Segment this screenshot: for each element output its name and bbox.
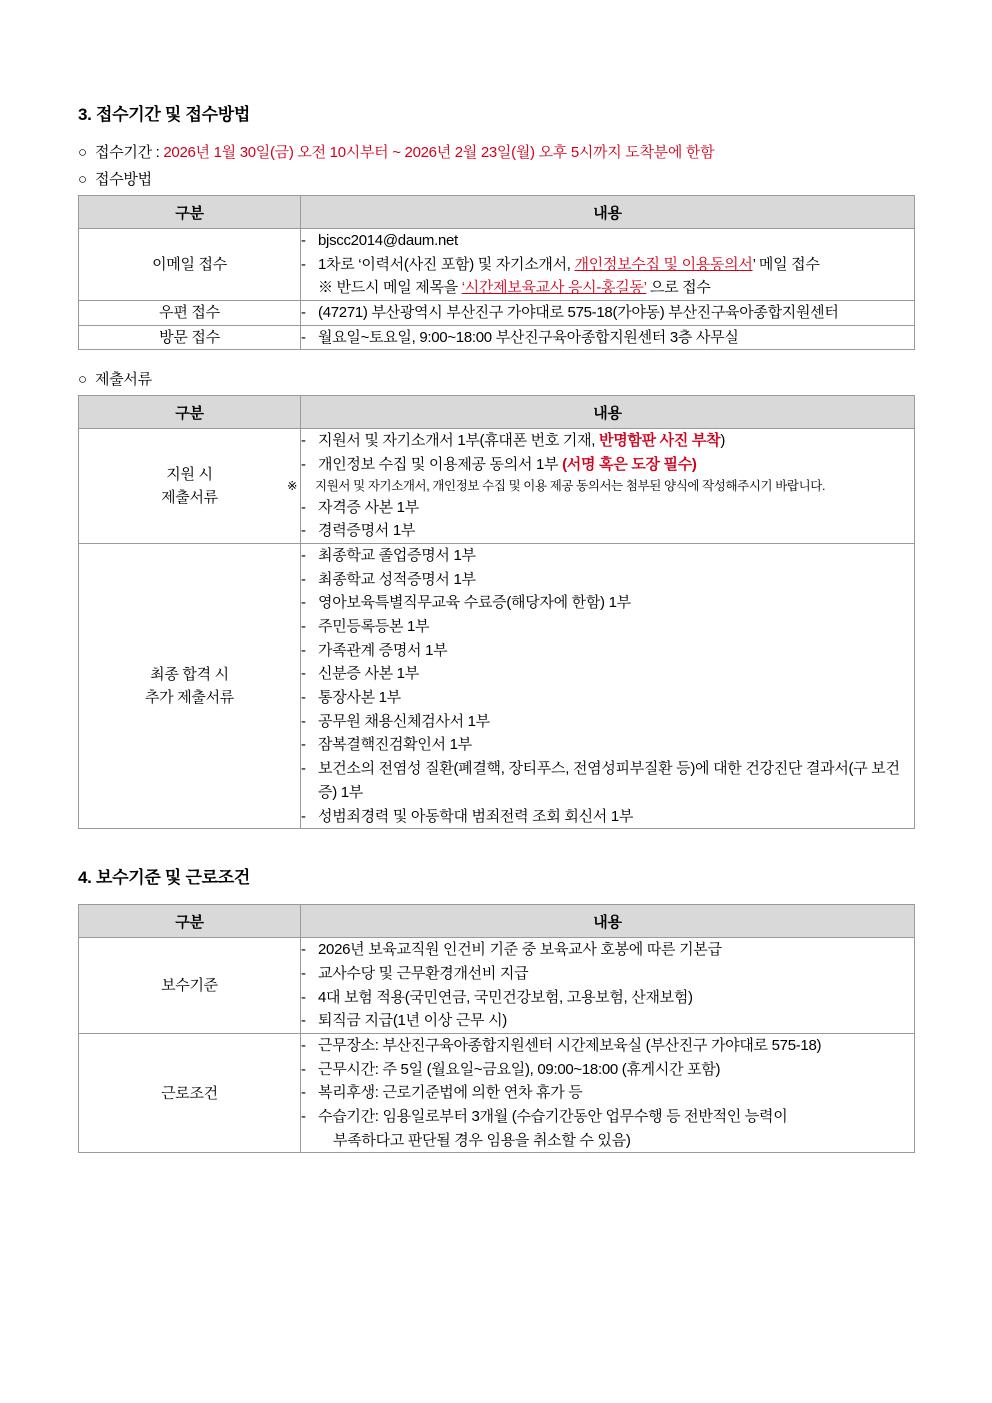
circle-bullet-icon: ○ (78, 171, 87, 188)
reception-period-line (78, 141, 914, 162)
col-header-category: 구분 (79, 905, 301, 938)
list-item: - 월요일~토요일, 9:00~18:00 부산진구육아종합지원센터 3층 사무실 (301, 328, 739, 346)
table-header-row (79, 905, 915, 938)
row-content-pay (301, 938, 915, 1034)
list-item: - 근무시간: 주 5일 (월요일~금요일), 09:00~18:00 (휴게시간 포함) (301, 1060, 721, 1078)
reception-method-line (78, 168, 914, 189)
row-content-apply-docs (287, 429, 915, 544)
list-item-continuation: 부족하다고 판단될 경우 임용을 취소할 수 있음) (333, 1131, 631, 1149)
table-header-row (79, 396, 915, 429)
list-item: - bjscc2014@daum.net (301, 232, 458, 249)
documents-label: 제출서류 (95, 371, 152, 389)
documents-table (78, 395, 915, 829)
row-label-pay: 보수기준 (79, 938, 301, 1034)
table-row (79, 938, 915, 1034)
list-item: - 잠복결핵진검확인서 1부 (301, 736, 472, 754)
section4-heading: 4. 보수기준 및 근로조건 (78, 868, 250, 888)
row-label-final-docs: 최종 합격 시 추가 제출서류 (79, 543, 301, 828)
list-item-note: ※ 지원서 및 자기소개서, 개인정보 수집 및 이용 제공 동의서는 첨부된 양식에 작성해주시기 바랍니다. (287, 478, 826, 493)
list-item: - 가족관계 증명서 1부 (301, 641, 448, 659)
list-item: - 보건소의 전염성 질환(폐결핵, 장티푸스, 전염성피부질환 등)에 대한 건강진단 결과서(구 보건증) 1부 (301, 760, 900, 801)
circle-bullet-icon: ○ (78, 144, 87, 161)
list-item: - 신분증 사본 1부 (301, 665, 419, 683)
list-item: - 개인정보 수집 및 이용제공 동의서 1부 (서명 혹은 도장 필수) (301, 456, 697, 474)
compensation-table (78, 904, 915, 1153)
list-item: - 2026년 보육교직원 인건비 기준 중 보육교사 호봉에 따른 기본급 (301, 941, 722, 959)
list-item: - 퇴직금 지급(1년 이상 근무 시) (301, 1012, 507, 1030)
list-item: - 최종학교 성적증명서 1부 (301, 570, 476, 588)
list-item: - 자격증 사본 1부 (301, 498, 419, 516)
row-label-email: 이메일 접수 (79, 229, 301, 301)
list-item: - 지원서 및 자기소개서 1부(휴대폰 번호 기재, 반명함판 사진 부착) (301, 432, 726, 450)
list-item: - 성범죄경력 및 아동학대 범죄전력 조회 회신서 1부 (301, 807, 634, 825)
row-content-final-docs (301, 543, 915, 828)
reception-method-label: 접수방법 (95, 171, 152, 188)
row-content-email (301, 229, 915, 301)
list-item: - 영아보육특별직무교육 수료증(해당자에 한함) 1부 (301, 594, 631, 612)
table-row (79, 325, 915, 350)
table-header-row (79, 196, 915, 229)
row-content-conditions (301, 1033, 915, 1152)
reception-period-value: 2026년 1월 30일(금) 오전 10시부터 ~ 2026년 2월 23일(월) 오후 5시까지 도착분에 한함 (163, 144, 715, 161)
list-item: - 4대 보험 적용(국민연금, 국민건강보험, 고용보험, 산재보험) (301, 988, 693, 1006)
circle-bullet-icon: ○ (78, 371, 87, 389)
col-header-category: 구분 (79, 196, 301, 229)
list-item: - 주민등록등본 1부 (301, 618, 430, 635)
list-item: - 최종학교 졸업증명서 1부 (301, 546, 476, 564)
list-item: - (47271) 부산광역시 부산진구 가야대로 575-18(가야동) 부산진구육아종합지원센터 (301, 304, 839, 322)
col-header-content: 내용 (301, 196, 915, 229)
table-row (79, 301, 915, 326)
list-item: - 복리후생: 근로기준법에 의한 연차 휴가 등 (301, 1084, 583, 1102)
list-item: - 경력증명서 1부 (301, 522, 416, 540)
list-item: - 통장사본 1부 (301, 689, 401, 707)
row-content-visit (301, 325, 915, 350)
list-item: - 수습기간: 임용일로부터 3개월 (수습기간동안 업무수행 등 전반적인 능력이 (301, 1108, 788, 1125)
list-item: - 1차로 ‘이력서(사진 포함) 및 자기소개서, 개인정보수집 및 이용동의서’ 메일 접수 (301, 255, 820, 273)
table-row (79, 229, 915, 301)
table-row (79, 429, 915, 544)
col-header-content: 내용 (301, 396, 915, 429)
list-item: - 근무장소: 부산진구육아종합지원센터 시간제보육실 (부산진구 가야대로 575-18) (301, 1036, 822, 1054)
table-row (79, 1033, 915, 1152)
reception-method-table (78, 195, 915, 350)
list-item-note: ※ 반드시 메일 제목을 ‘시간제보육교사 응시-홍길동’ 으로 접수 (318, 279, 711, 297)
row-label-visit: 방문 접수 (79, 325, 301, 350)
row-content-post (301, 301, 915, 326)
row-label-conditions: 근로조건 (79, 1033, 301, 1152)
col-header-content: 내용 (301, 905, 915, 938)
row-label-post: 우편 접수 (79, 301, 301, 326)
row-label-apply-docs: 지원 시 제출서류 (79, 429, 301, 544)
documents-line (78, 368, 914, 389)
table-row (79, 543, 915, 828)
col-header-category: 구분 (79, 396, 301, 429)
list-item: - 교사수당 및 근무환경개선비 지급 (301, 964, 529, 982)
list-item: - 공무원 채용신체검사서 1부 (301, 712, 490, 730)
reception-period-label: 접수기간 : (95, 144, 160, 161)
section3-heading: 3. 접수기간 및 접수방법 (78, 105, 250, 124)
